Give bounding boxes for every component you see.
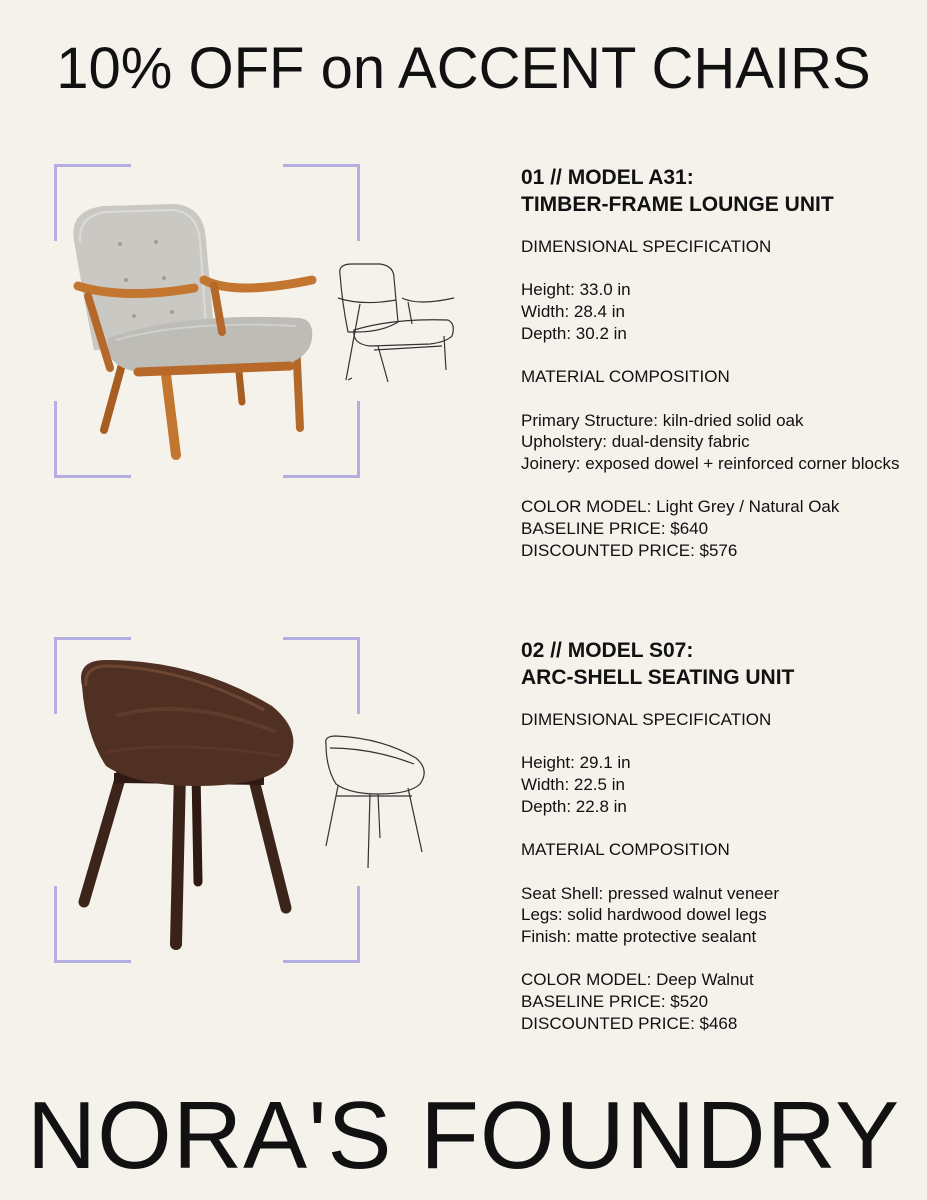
width-value: Width: 28.4 in bbox=[521, 302, 625, 322]
product-title-line: ARC-SHELL SEATING UNIT bbox=[521, 666, 795, 689]
product-title-line: 02 // MODEL S07: bbox=[521, 639, 694, 662]
discounted-price: DISCOUNTED PRICE: $576 bbox=[521, 540, 738, 560]
lounge-chair-sketch bbox=[334, 262, 458, 386]
baseline-price: BASELINE PRICE: $640 bbox=[521, 519, 709, 539]
shell-chair-photo bbox=[76, 656, 302, 952]
dimensions-heading: DIMENSIONAL SPECIFICATION bbox=[521, 237, 772, 256]
product-2-spec bbox=[521, 637, 901, 1056]
shell-chair-sketch bbox=[322, 734, 428, 870]
product-1-title bbox=[521, 164, 901, 218]
height-value: Height: 29.1 in bbox=[521, 753, 631, 773]
color-model: COLOR MODEL: Light Grey / Natural Oak bbox=[521, 497, 840, 517]
lounge-chair-photo bbox=[64, 200, 320, 462]
product-1-spec bbox=[521, 164, 901, 583]
brand-name: NORA'S FOUNDRY bbox=[26, 1082, 901, 1189]
depth-value: Depth: 22.8 in bbox=[521, 796, 627, 816]
material-item: Upholstery: dual-density fabric bbox=[521, 432, 750, 452]
baseline-price: BASELINE PRICE: $520 bbox=[521, 992, 709, 1012]
material-item: Joinery: exposed dowel + reinforced corner blocks bbox=[521, 453, 900, 473]
width-value: Width: 22.5 in bbox=[521, 775, 625, 795]
material-item: Finish: matte protective sealant bbox=[521, 926, 757, 946]
product-title-line: 01 // MODEL A31: bbox=[521, 166, 694, 189]
material-item: Legs: solid hardwood dowel legs bbox=[521, 905, 767, 925]
depth-value: Depth: 30.2 in bbox=[521, 323, 627, 343]
materials-heading: MATERIAL COMPOSITION bbox=[521, 367, 730, 387]
materials-heading: MATERIAL COMPOSITION bbox=[521, 840, 730, 860]
color-model: COLOR MODEL: Deep Walnut bbox=[521, 970, 754, 990]
material-item: Seat Shell: pressed walnut veneer bbox=[521, 883, 779, 903]
dimensions-heading: DIMENSIONAL SPECIFICATION bbox=[521, 710, 772, 729]
material-item: Primary Structure: kiln-dried solid oak bbox=[521, 410, 804, 430]
discounted-price: DISCOUNTED PRICE: $468 bbox=[521, 1013, 738, 1033]
product-2-title bbox=[521, 637, 901, 691]
product-title-line: TIMBER-FRAME LOUNGE UNIT bbox=[521, 193, 834, 216]
height-value: Height: 33.0 in bbox=[521, 280, 631, 300]
headline: 10% OFF on ACCENT CHAIRS bbox=[56, 36, 871, 101]
